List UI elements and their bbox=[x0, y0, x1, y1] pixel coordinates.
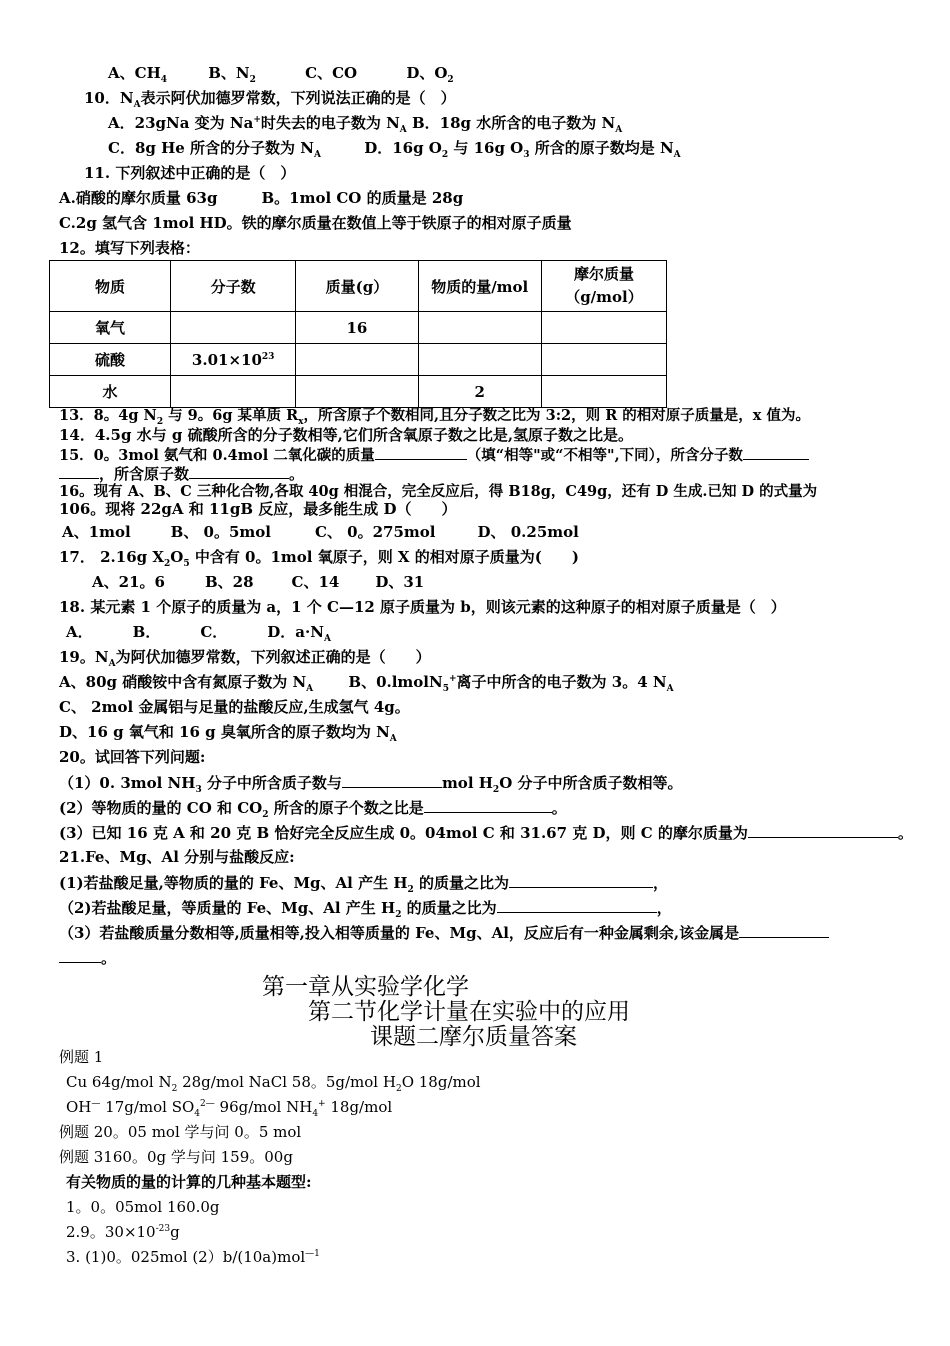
q16-line2: 106。现将 22gA 和 11gB 反应，最多能生成 D（ ） bbox=[59, 500, 457, 518]
q9-options: A、$CH_4$ B、$N_2$ C、CO D、$O_2$ bbox=[108, 64, 454, 85]
q20-part1: （1）0. 3mol $NH_3$ 分子中所含质子数与 mol $H_2O$ 分子中所含质子数相等。 bbox=[59, 774, 683, 795]
table-cell bbox=[171, 376, 296, 408]
section-heading: 第二节化学计量在实验中的应用 bbox=[308, 999, 630, 1025]
answer-3: 3. (1)0。025mol (2）b/(10a)mol$^{—1}$ bbox=[66, 1248, 320, 1266]
q16-line1: 16。现有 A、B、C 三种化合物,各取 40g 相混合，完全反应后，得 B18g，C49g，还有 D 生成.已知 D 的式量为 bbox=[59, 483, 818, 500]
q21-part2: （2)若盐酸足量，等质量的 Fe、Mg、Al 产生 $H_2$ 的质量之比为 ， bbox=[59, 899, 672, 920]
q12-stem: 12。填写下列表格： bbox=[59, 239, 200, 257]
table-row bbox=[50, 344, 667, 376]
chapter-heading: 第一章从实验学化学 bbox=[262, 974, 469, 1000]
q12-table bbox=[49, 260, 667, 408]
table-header-cell: 摩尔质量 （g/mol） bbox=[541, 261, 666, 312]
answer-types-heading: 有关物质的量的计算的几种基本题型: bbox=[66, 1173, 312, 1191]
table-cell: 16 bbox=[296, 312, 418, 344]
answer-2: 2.9。$30\times 10^{-23}g$ bbox=[66, 1223, 180, 1241]
table-cell bbox=[296, 344, 418, 376]
q15-line2: ，所含原子数 。 bbox=[59, 464, 304, 483]
table-cell bbox=[541, 376, 666, 408]
q20-part2: (2）等物质的量的 CO 和 $CO_2$ 所含的原子个数之比是 。 bbox=[59, 799, 567, 820]
q19-stem: 19。$N_A$为阿伏加德罗常数，下列叙述正确的是（ ） bbox=[59, 648, 431, 669]
answer-example1-line2: OH— 17g/mol $SO_4^{2—}$ 96g/mol $NH_4^+$ 18g/mol bbox=[66, 1098, 393, 1119]
q15-line1: 15．0。3mol 氨气和 0.4mol 二氧化碳的质量 （填“相等"或“不相等",下同），所含分子数 bbox=[59, 445, 809, 465]
table-cell: 硫酸 bbox=[50, 344, 171, 376]
q14: 14．4.5g 水与 g 硫酸所含的分子数相等,它们所含氧原子数之比是,氢原子数之比是。 bbox=[59, 426, 634, 444]
table-header-row bbox=[50, 261, 667, 312]
answer-example3: 例题 3160。0g 学与问 159。00g bbox=[59, 1148, 293, 1166]
answer-example1-line1: Cu 64g/mol $N_2$ 28g/mol NaCl 58。5g/mol $H_2O$ 18g/mol bbox=[66, 1073, 481, 1094]
q13: 13．8。4g $N_2$ 与 9。6g 某单质 $R_x$，所含原子个数相同,且分子数之比为 3:2，则 R 的相对原子质量是，x 值为。 bbox=[59, 407, 810, 427]
q10-options-ab: A．23gNa 变为 Na+时失去的电子数为 $N_A$ B．18g 水所含的电子数为 $N_A$ bbox=[108, 114, 623, 135]
q19-option-d: D、16 g 氧气和 16 g 臭氧所含的原子数均为 $N_A$ bbox=[59, 723, 397, 744]
q21-part3-cont: 。 bbox=[59, 948, 116, 967]
table-cell bbox=[541, 344, 666, 376]
topic-heading: 课题二摩尔质量答案 bbox=[370, 1024, 577, 1050]
table-cell bbox=[296, 376, 418, 408]
answer-example2: 例题 20。05 mol 学与问 0。5 mol bbox=[59, 1123, 302, 1141]
q19-options-ab: A、80g 硝酸铵中含有氮原子数为 $N_A$ B、0.lmolN$_5$+离子中所含的电子数为 3。4 $N_A$ bbox=[59, 673, 674, 694]
q21-part1: (1)若盐酸足量,等物质的量的 Fe、Mg、Al 产生 $H_2$ 的质量之比为 ， bbox=[59, 874, 669, 895]
table-row bbox=[50, 312, 667, 344]
q17-options: A、21。6 B、28 C、14 D、31 bbox=[92, 573, 425, 591]
q11-stem: 11. 下列叙述中正确的是（ ） bbox=[84, 164, 296, 182]
table-header-cell: 物质的量/mol bbox=[418, 261, 541, 312]
answer-1: 1。0。05mol 160.0g bbox=[66, 1198, 220, 1216]
q11-line1: A.硝酸的摩尔质量 63g B。1mol CO 的质量是 28g bbox=[59, 189, 464, 207]
q21-part3: （3）若盐酸质量分数相等,质量相等,投入相等质量的 Fe、Mg、Al，反应后有一种金属剩余,该金属是 bbox=[59, 923, 829, 942]
q17-stem: 17． 2.16g $X_2O_5$ 中含有 0。1mol 氧原子，则 X 的相对原子质量为( ) bbox=[59, 548, 579, 569]
table-row bbox=[50, 376, 667, 408]
q18-stem: 18. 某元素 1 个原子的质量为 a，1 个 C—12 原子质量为 b，则该元素的这种原子的相对原子质量是（ ） bbox=[59, 598, 786, 616]
table-cell bbox=[171, 312, 296, 344]
table-header-cell: 质量(g） bbox=[296, 261, 418, 312]
q10-stem: 10．$N_A$表示阿伏加德罗常数，下列说法正确的是（ ） bbox=[84, 89, 456, 110]
table-cell: 水 bbox=[50, 376, 171, 408]
table-header-cell: 分子数 bbox=[171, 261, 296, 312]
answer-example1-title: 例题 1 bbox=[59, 1048, 104, 1066]
table-header-cell: 物质 bbox=[50, 261, 171, 312]
table-cell: 氧气 bbox=[50, 312, 171, 344]
q16-options: A、1mol B、 0。5mol C、 0。275mol D、 0.25mol bbox=[62, 523, 579, 541]
q18-options: A． B． C． D．$a\cdot N_A$ bbox=[66, 623, 331, 644]
table-cell bbox=[541, 312, 666, 344]
table-cell bbox=[418, 344, 541, 376]
q20-stem: 20。试回答下列问题: bbox=[59, 748, 206, 766]
q10-options-cd: C．8g He 所含的分子数为 $N_A$ D．16g $O_2$ 与 16g $O_3$ 所含的原子数均是 $N_A$ bbox=[108, 139, 681, 160]
q20-part3: (3）已知 16 克 A 和 20 克 B 恰好完全反应生成 0。04mol C 和 31.67 克 D，则 C 的摩尔质量为 。 bbox=[59, 824, 913, 842]
q11-line2: C.2g 氢气含 1mol HD。铁的摩尔质量在数值上等于铁原子的相对原子质量 bbox=[59, 214, 572, 232]
table-cell: 2 bbox=[418, 376, 541, 408]
table-cell: $3.01\times 10^{23}$ bbox=[171, 344, 296, 376]
q21-stem: 21.Fe、Mg、Al 分别与盐酸反应: bbox=[59, 848, 295, 866]
q19-option-c: C、 2mol 金属铝与足量的盐酸反应,生成氢气 4g。 bbox=[59, 698, 410, 716]
table-cell bbox=[418, 312, 541, 344]
